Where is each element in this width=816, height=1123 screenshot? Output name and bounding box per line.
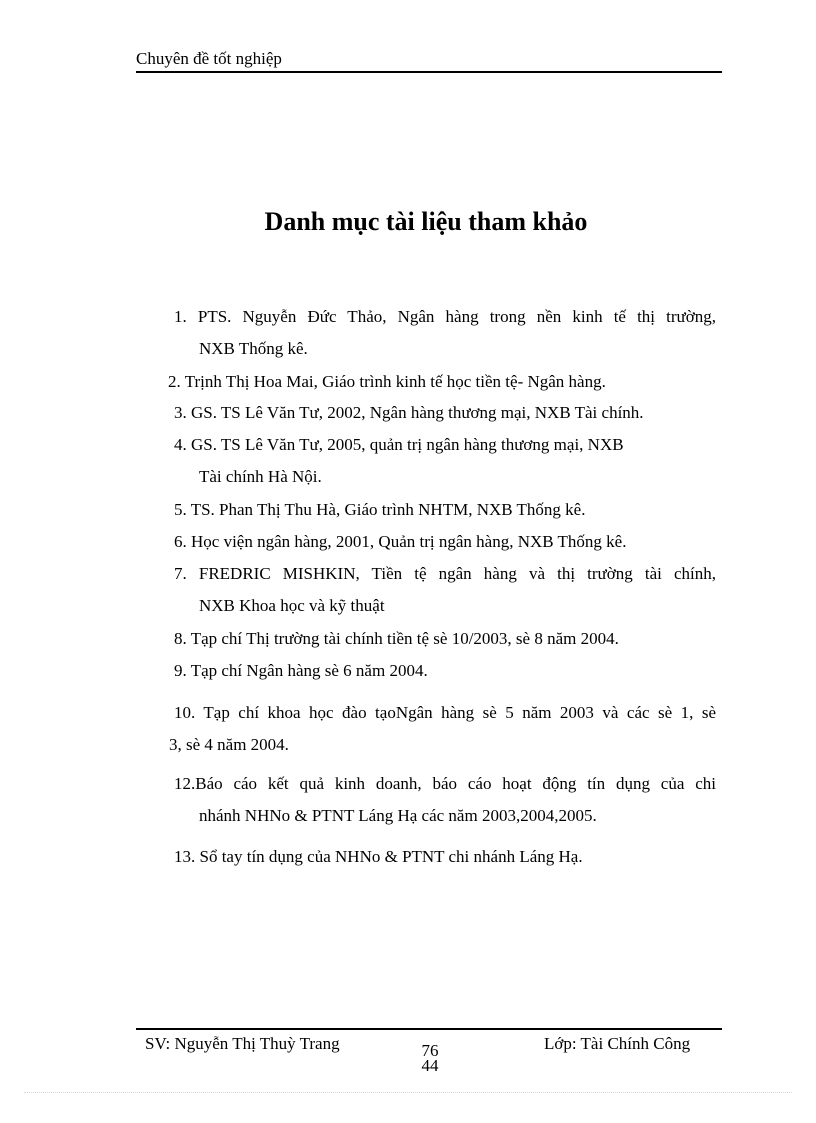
reference-item-2 xyxy=(168,366,710,398)
reference-item-12 xyxy=(174,768,716,832)
running-header: Chuyên đề tốt nghiệp xyxy=(136,48,722,73)
page-title: Danh mục tài liệu tham khảo xyxy=(264,207,588,236)
reference-item-5 xyxy=(174,494,716,526)
reference-line: NXB Thống kê. xyxy=(199,339,308,358)
reference-line: Tài chính Hà Nội. xyxy=(199,467,322,486)
reference-item-9 xyxy=(174,655,716,687)
reference-item-4 xyxy=(174,429,716,493)
footer-divider xyxy=(136,1028,722,1030)
page-number-secondary: 44 xyxy=(421,1056,439,1075)
reference-item-13 xyxy=(174,841,716,873)
reference-line: 2. Trịnh Thị Hoa Mai, Giáo trình kinh tế học tiền tệ- Ngân hàng. xyxy=(168,372,606,391)
reference-line: 6. Học viện ngân hàng, 2001, Quản trị ngân hàng, NXB Thống kê. xyxy=(174,532,627,551)
reference-line: 1. PTS. Nguyễn Đức Thảo, Ngân hàng trong nền kinh tế thị trường, xyxy=(174,307,716,326)
reference-line: 12.Báo cáo kết quả kinh doanh, báo cáo hoạt động tín dụng của chi xyxy=(174,774,716,793)
reference-line: 10. Tạp chí khoa học đào tạoNgân hàng sè 5 năm 2003 và các sè 1, sè xyxy=(174,703,716,722)
reference-line: NXB Khoa học và kỹ thuật xyxy=(199,596,385,615)
reference-line: 5. TS. Phan Thị Thu Hà, Giáo trình NHTM, NXB Thống kê. xyxy=(174,500,586,519)
reference-line: 8. Tạp chí Thị trường tài chính tiền tệ sè 10/2003, sè 8 năm 2004. xyxy=(174,629,619,648)
reference-line: 7. FREDRIC MISHKIN, Tiền tệ ngân hàng và thị trường tài chính, xyxy=(174,564,716,583)
reference-item-6 xyxy=(174,526,716,558)
reference-line: 9. Tạp chí Ngân hàng sè 6 năm 2004. xyxy=(174,661,428,680)
reference-item-8 xyxy=(174,623,716,655)
reference-item-3 xyxy=(174,397,716,429)
reference-line: 13. Sổ tay tín dụng của NHNo & PTNT chi nhánh Láng Hạ. xyxy=(174,847,583,866)
reference-item-10 xyxy=(169,697,716,761)
page-bottom-dotted-line xyxy=(24,1092,792,1093)
footer-student-name: SV: Nguyễn Thị Thuỳ Trang xyxy=(145,1034,340,1053)
reference-line: 3. GS. TS Lê Văn Tư, 2002, Ngân hàng thương mại, NXB Tài chính. xyxy=(174,403,644,422)
reference-line: 4. GS. TS Lê Văn Tư, 2005, quản trị ngân hàng thương mại, NXB xyxy=(174,435,624,454)
footer-class-name: Lớp: Tài Chính Công xyxy=(544,1034,691,1053)
page-number: 76 xyxy=(421,1041,439,1060)
reference-line: 3, sè 4 năm 2004. xyxy=(169,735,289,754)
reference-line: nhánh NHNo & PTNT Láng Hạ các năm 2003,2004,2005. xyxy=(199,806,597,825)
reference-item-1 xyxy=(174,301,716,365)
reference-item-7 xyxy=(174,558,716,622)
